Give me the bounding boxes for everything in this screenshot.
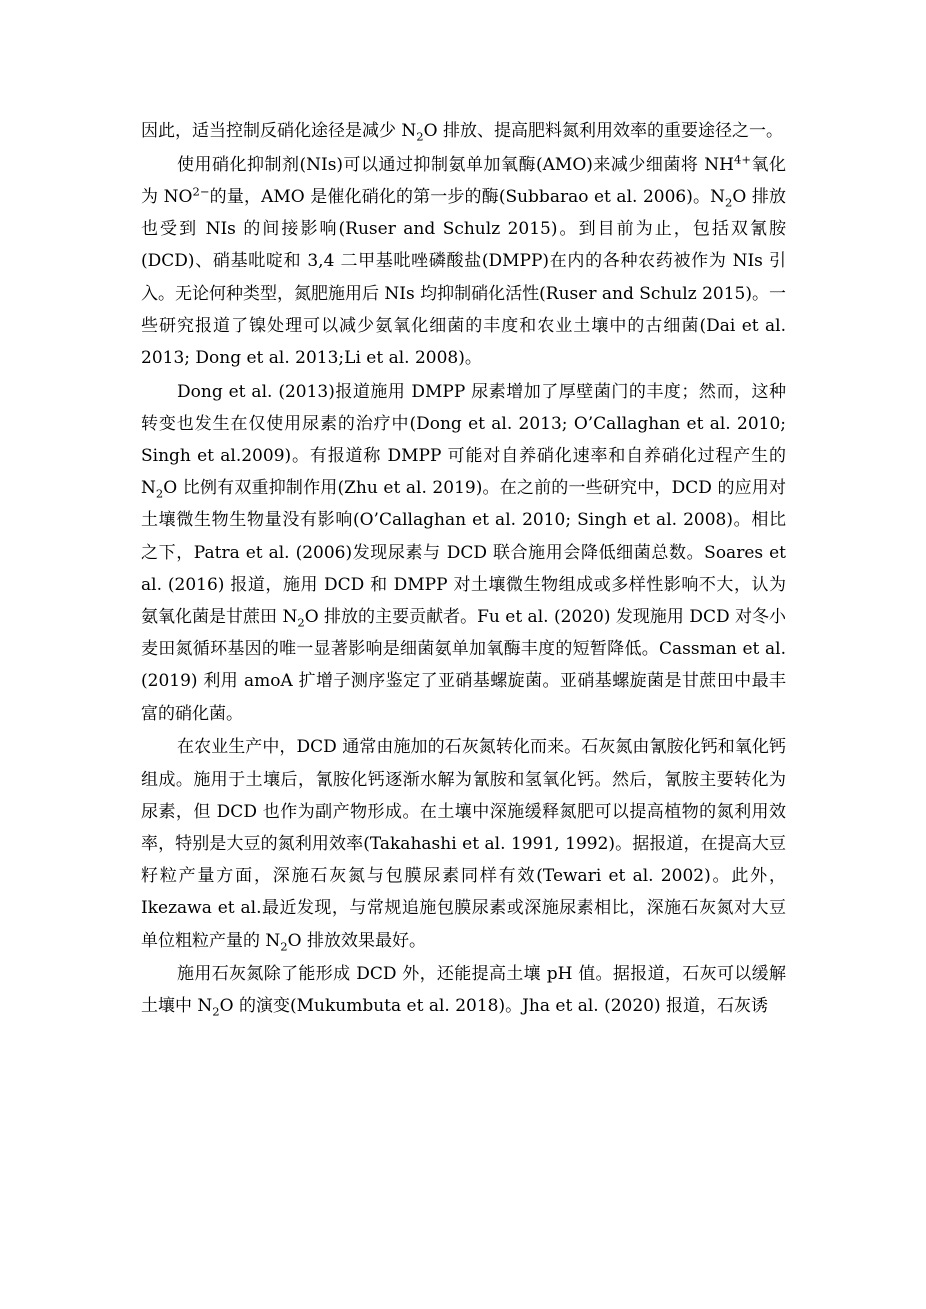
superscript: 2− [192, 184, 210, 199]
text-run: 在农业生产中，DCD 通常由施加的石灰氮转化而来。石灰氮由氰胺化钙和氧化钙组成。施用于土壤后，氰胺化钙逐渐水解为氰胺和氢氧化钙。然后，氰胺主要转化为尿素，但 DCD 也作为副产物形成。在土壤中深施缓释氮肥可以提高植物的氮利用效率，特别是大豆的氮利用效率(Takahashi et al. 1991, 1992)。据报道，在提高大豆籽粒产量方面，深施石灰氮与包膜尿素同样有效(Tewari et al. 2002)。此外，Ikezawa et al.最近发现，与常规追施包膜尿素或深施尿素相比，深施石灰氮对大豆单位粗粒产量的 N [141, 737, 786, 951]
text-run: Dong et al. (2013)报道施用 DMPP 尿素增加了厚壁菌门的丰度；然而，这种转变也发生在仅使用尿素的治疗中(Dong et al. 2013; O’Callaghan et al. 2010; Singh et al.2009)。有报道称 DMPP 可能对自养硝化速率和自养硝化过程产生的 N [141, 381, 786, 499]
subscript: 2 [155, 486, 164, 501]
subscript: 2 [725, 195, 733, 210]
subscript: 2 [212, 1004, 220, 1019]
text-run: O 排放的主要贡献者。Fu et al. (2020) 发现施用 DCD 对冬小麦田氮循环基因的唯一显著影响是细菌氨单加氧酶丰度的短暂降低。Cassman et al. (2019) 利用 amoA 扩增子测序鉴定了亚硝基螺旋菌。亚硝基螺旋菌是甘蔗田中最丰富的硝化菌。 [141, 607, 787, 724]
text-run: O 排放、提高肥料氮利用效率的重要途径之一。 [423, 121, 783, 141]
text-run: 施用石灰氮除了能形成 DCD 外，还能提高土壤 pH 值。据报道，石灰可以缓解土壤中 N [141, 964, 786, 1017]
paragraph-p1 [141, 115, 786, 147]
subscript: 2 [280, 938, 288, 953]
text-run: 的量，AMO 是催化硝化的第一步的酶(Subbarao et al. 2006)。N [209, 186, 726, 207]
text-run: O 排放效果最好。 [287, 930, 426, 951]
text-run: O 排放也受到 NIs 的间接影响(Ruser and Schulz 2015)。到目前为止，包括双氰胺(DCD)、硝基吡啶和 3,4 二甲基吡唑磷酸盐(DMPP)在内的各种农药被作为 NIs 引入。无论何种类型，氮肥施用后 NIs 均抑制硝化活性(Ruser and Schulz 2015)。一些研究报道了镍处理可以减少氨氧化细菌的丰度和农业土壤中的古细菌(Dai et al. 2013; Dong et al. 2013;Li et al. 2008)。 [141, 186, 786, 368]
paragraph-p5 [141, 958, 786, 1022]
paragraph-p4 [141, 731, 786, 956]
text-run: O 比例有双重抑制作用(Zhu et al. 2019)。在之前的一些研究中，DCD 的应用对土壤微生物生物量没有影响(O’Callaghan et al. 2010; Singh et al. 2008)。相比之下，Patra et al. (2006)发现尿素与 DCD 联合施用会降低细菌总数。Soares et al. (2016) 报道，施用 DCD 和 DMPP 对土壤微生物组成或多样性影响不大，认为氨氧化菌是甘蔗田 N [141, 478, 786, 628]
superscript: 4+ [733, 152, 751, 167]
text-run: 因此，适当控制反硝化途径是减少 N [141, 121, 417, 141]
document-body [141, 115, 786, 1023]
paragraph-p3 [141, 376, 786, 730]
text-run: 氧化为 NO [141, 154, 786, 207]
text-run: O 的演变(Mukumbuta et al. 2018)。Jha et al. (2020) 报道，石灰诱 [219, 996, 769, 1017]
subscript: 2 [297, 615, 305, 630]
subscript: 2 [416, 129, 424, 144]
paragraph-p2 [141, 149, 786, 374]
text-run: 使用硝化抑制剂(NIs)可以通过抑制氨单加氧酶(AMO)来减少细菌将 NH [177, 154, 734, 175]
